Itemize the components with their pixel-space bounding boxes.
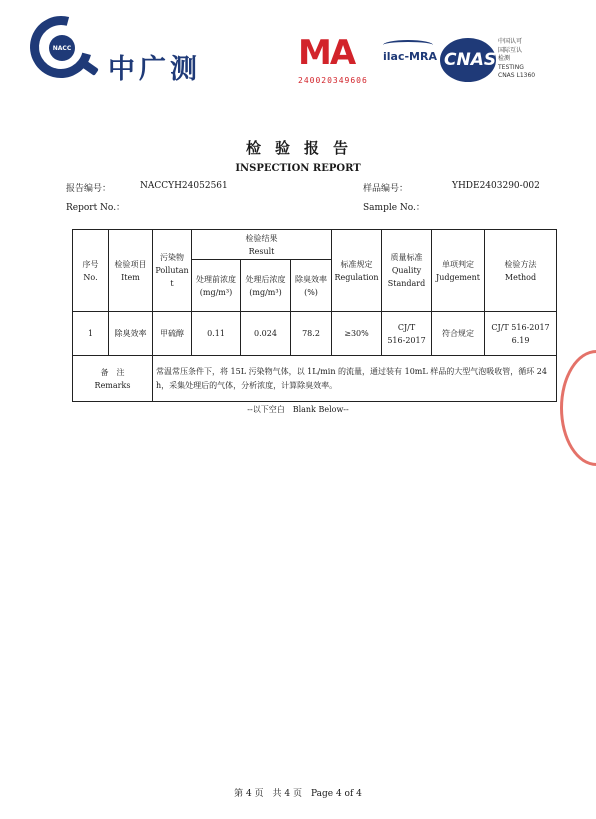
inspection-table [72,229,557,402]
header-result: 检验结果 Result [192,230,332,260]
header-pollutant: 污染物 Pollutant [153,230,192,312]
cell-no: 1 [73,312,109,356]
remarks-text: 常温常压条件下，将 15L 污染物气体，以 1L/min 的流量，通过装有 10mL 样品的大型气泡吸收管，循环 24h，采集处理后的气体，分析浓度，计算除臭效率。 [153,356,557,402]
company-seal [560,350,596,466]
cell-before: 0.11 [192,312,241,356]
cell-after: 0.024 [241,312,291,356]
header-before: 处理前浓度 (mg/m³) [192,260,241,312]
cnas-logo: CNAS [444,50,497,70]
remarks-row [73,356,557,402]
cell-quality-standard: CJ/T 516-2017 [382,312,432,356]
remarks-label: 备 注 Remarks [73,356,153,402]
header-judgement: 单项判定 Judgement [432,230,485,312]
cell-pollutant: 甲硫醇 [153,312,192,356]
nacc-logo-tail [81,60,99,76]
report-title-cn: 检验报告 [245,139,362,157]
cell-regulation: ≥30% [332,312,382,356]
header-after: 处理后浓度 (mg/m³) [241,260,291,312]
cell-method: CJ/T 516-2017 6.19 [485,312,557,356]
brand-name: 中广测 [108,54,201,85]
header-item: 检验项目 Item [109,230,153,312]
header-quality-standard: 质量标准 Quality Standard [382,230,432,312]
header-method: 检验方法 Method [485,230,557,312]
sample-no-label-en: Sample No.： [363,203,425,213]
header-rate: 除臭效率 (%) [291,260,332,312]
cell-rate: 78.2 [291,312,332,356]
table-row [73,312,557,356]
header-regulation: 标准规定 Regulation [332,230,382,312]
ilac-mra-logo: ilac-MRA [383,50,437,63]
report-title-en: INSPECTION REPORT [235,163,361,174]
report-no-label-cn: 报告编号： [66,184,112,194]
sample-no-label-cn: 样品编号： [363,184,409,194]
cnas-caption: 中国认可 国际互认 检测 TESTING CNAS L1360 [498,38,536,79]
report-no-value: NACCYH24052561 [140,181,228,191]
report-no-label-en: Report No.： [66,203,126,213]
blank-below-note: --以下空白 Blank Below-- [247,405,349,414]
cma-number: 240020349606 [298,76,368,85]
page-footer: 第 4 页 共 4 页 Page 4 of 4 [234,789,362,799]
ilac-wave-icon [383,40,433,50]
cell-judgement: 符合规定 [432,312,485,356]
sample-no-value: YHDE2403290-002 [452,181,540,191]
header-no: 序号 No. [73,230,109,312]
nacc-logo: NACC [49,35,75,61]
cma-logo: MA [298,33,355,73]
cell-item: 除臭效率 [109,312,153,356]
